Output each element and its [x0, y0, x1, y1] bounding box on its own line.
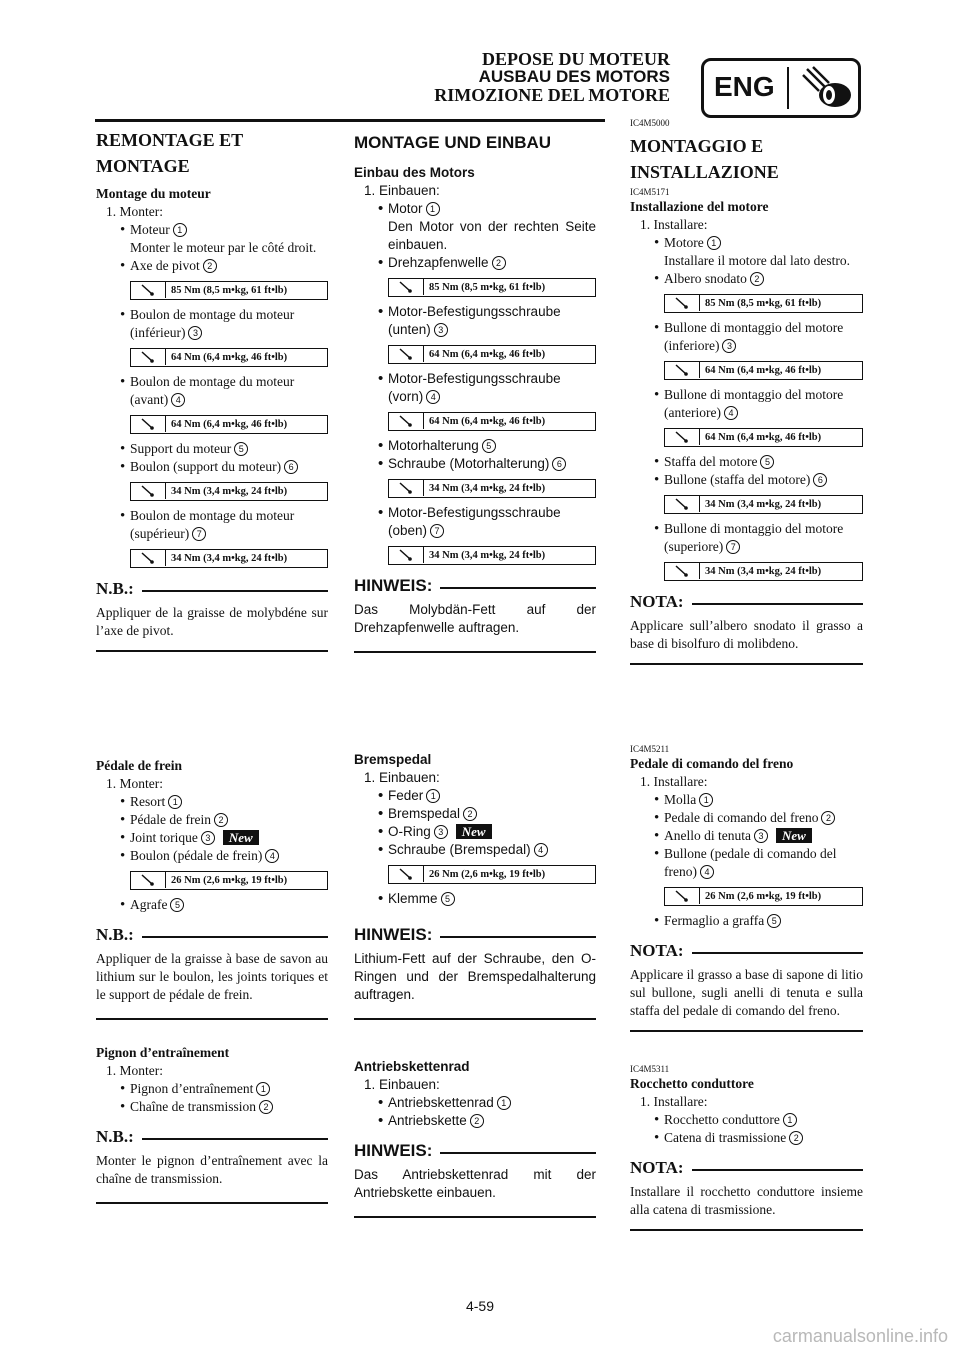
note-end-rule — [354, 1018, 596, 1020]
list-item: • Agrafe 5 — [96, 896, 328, 914]
fr-sprocket-section — [96, 1044, 328, 1204]
list-item: • Support du moteur 5 — [96, 440, 328, 458]
list-item: • Motorhalterung 5 — [354, 437, 596, 455]
torque-wrench-icon — [131, 282, 166, 298]
note-header: HINWEIS: — [354, 1140, 596, 1162]
torque-spec: 64 Nm (6,4 m•kg, 46 ft•lb) — [664, 428, 863, 447]
note-end-rule — [96, 1202, 328, 1204]
list-item: • Bullone (pedale di comando del freno) 4 — [630, 845, 863, 881]
list-item: • Fermaglio a graffa 5 — [630, 912, 863, 930]
list-item: • Chaîne de transmission 2 — [96, 1098, 328, 1116]
de-sprocket-section — [354, 1058, 596, 1218]
list-item: • Antriebskette 2 — [354, 1112, 596, 1130]
note-header: NOTA: — [630, 591, 863, 613]
torque-wrench-icon — [665, 295, 700, 311]
list-item: • Motor-Befestigungsschraube (unten) 3 — [354, 303, 596, 339]
torque-spec: 26 Nm (2,6 m•kg, 19 ft•lb) — [664, 887, 863, 906]
list-item: • Axe de pivot 2 — [96, 257, 328, 275]
fr-brake-title: Pédale de frein — [96, 758, 182, 773]
eng-section-badge — [701, 58, 861, 118]
de-brake-section — [354, 751, 596, 1020]
torque-wrench-icon — [131, 483, 166, 499]
torque-spec: 64 Nm (6,4 m•kg, 46 ft•lb) — [130, 348, 328, 367]
de-engine-step: 1. Einbauen: — [364, 183, 440, 198]
note-header: HINWEIS: — [354, 575, 596, 597]
note-text: Applicare sull’albero snodato il grasso a base di bisolfuro di molibdeno. — [630, 618, 863, 651]
list-item: • Bullone di montaggio del motore (anteriore) 4 — [630, 386, 863, 422]
de-sprocket-step: 1. Einbauen: — [364, 1077, 440, 1092]
list-item: • Resort 1 — [96, 793, 328, 811]
note-end-rule — [630, 1030, 863, 1032]
it-brake-step: 1. Installare: — [640, 774, 708, 789]
note-header: NOTA: — [630, 1157, 863, 1179]
note-end-rule — [354, 651, 596, 653]
it-brake-title: Pedale di comando del freno — [630, 756, 794, 771]
note-header: N.B.: — [96, 1126, 328, 1148]
fr-engine-title: Montage du moteur — [96, 186, 211, 201]
torque-spec: 34 Nm (3,4 m•kg, 24 ft•lb) — [388, 546, 596, 565]
torque-spec: 85 Nm (8,5 m•kg, 61 ft•lb) — [130, 281, 328, 300]
list-item: • Motore 1 — [630, 234, 863, 252]
list-item: • Klemme 5 — [354, 890, 596, 908]
list-item: • Bullone (staffa del motore) 6 — [630, 471, 863, 489]
list-item: • Feder 1 — [354, 787, 596, 805]
it-engine-section — [630, 120, 863, 665]
list-item: • Bullone di montaggio del motore (superiore) 7 — [630, 520, 863, 556]
fr-engine-step: 1. Monter: — [106, 204, 163, 219]
note-end-rule — [630, 1229, 863, 1231]
note-header: N.B.: — [96, 578, 328, 600]
de-engine-instruction: Den Motor von der rechten Seite einbauen. — [388, 219, 596, 252]
torque-spec: 26 Nm (2,6 m•kg, 19 ft•lb) — [388, 865, 596, 884]
fr-brake-step: 1. Monter: — [106, 776, 163, 791]
list-item: • Boulon de montage du moteur (inférieur) 3 — [96, 306, 328, 342]
note-end-rule — [630, 663, 863, 665]
list-item: • Staffa del motore 5 — [630, 453, 863, 471]
fr-brake-section — [96, 757, 328, 1020]
torque-spec: 26 Nm (2,6 m•kg, 19 ft•lb) — [130, 871, 328, 890]
fr-sprocket-step: 1. Monter: — [106, 1063, 163, 1078]
torque-spec: 34 Nm (3,4 m•kg, 24 ft•lb) — [130, 549, 328, 568]
section-code: IC4M5311 — [630, 1064, 670, 1074]
torque-wrench-icon — [131, 872, 166, 888]
fr-engine-instruction: Monter le moteur par le côté droit. — [130, 240, 317, 255]
torque-wrench-icon — [389, 866, 424, 882]
it-sprocket-section — [630, 1066, 863, 1231]
list-item: • Drehzapfenwelle 2 — [354, 254, 596, 272]
list-item: • Boulon (support du moteur) 6 — [96, 458, 328, 476]
list-item: • Boulon de montage du moteur (supérieur) 7 — [96, 507, 328, 543]
torque-spec: 64 Nm (6,4 m•kg, 46 ft•lb) — [130, 415, 328, 434]
note-text: Appliquer de la graisse à base de savon au lithium sur le boulon, les joints toriques et le support de pédale de frein. — [96, 951, 328, 1002]
fr-sprocket-title: Pignon d’entraînement — [96, 1045, 230, 1060]
torque-wrench-icon — [665, 362, 700, 378]
torque-wrench-icon — [131, 349, 166, 365]
it-engine-title: Installazione del motore — [630, 199, 769, 214]
header-title-de: AUSBAU DES MOTORS — [478, 67, 670, 86]
list-item: • Schraube (Bremspedal) 4 — [354, 841, 596, 859]
de-brake-title: Bremspedal — [354, 752, 432, 767]
list-item: • Rocchetto conduttore 1 — [630, 1111, 863, 1129]
torque-spec: 85 Nm (8,5 m•kg, 61 ft•lb) — [388, 278, 596, 297]
fr-heading: REMONTAGE ET MONTAGE — [96, 130, 243, 176]
header-title-fr: DEPOSE DU MOTEUR — [481, 49, 670, 69]
it-engine-step: 1. Installare: — [640, 217, 708, 232]
it-heading: MONTAGGIO E INSTALLAZIONE — [630, 136, 779, 182]
page-header — [434, 50, 670, 104]
note-end-rule — [354, 1216, 596, 1218]
it-sprocket-step: 1. Installare: — [640, 1094, 708, 1109]
header-title-it: RIMOZIONE DEL MOTORE — [434, 85, 670, 105]
torque-wrench-icon — [665, 563, 700, 579]
torque-spec: 64 Nm (6,4 m•kg, 46 ft•lb) — [664, 361, 863, 380]
list-item: • Bullone di montaggio del motore (inferiore) 3 — [630, 319, 863, 355]
note-text: Das Antriebskettenrad mit der Antriebskette einbauen. — [354, 1167, 596, 1200]
note-header: N.B.: — [96, 924, 328, 946]
note-text: Lithium-Fett auf der Schraube, den O-Ringen und der Bremspedalhalterung auftragen. — [354, 951, 596, 1002]
it-brake-section — [630, 746, 863, 1032]
new-part-badge: New — [776, 828, 812, 843]
list-item: • Pédale de frein 2 — [96, 811, 328, 829]
note-text: Installare il rocchetto conduttore insieme alla catena di trasmissione. — [630, 1184, 863, 1217]
list-item: • Motor-Befestigungsschraube (oben) 7 — [354, 504, 596, 540]
note-header: NOTA: — [630, 940, 863, 962]
header-rule — [95, 119, 605, 122]
watermark: carmanualsonline.info — [772, 1326, 948, 1346]
torque-spec: 34 Nm (3,4 m•kg, 24 ft•lb) — [130, 482, 328, 501]
new-part-badge: New — [223, 830, 259, 845]
badge-divider — [787, 67, 789, 109]
engine-icon — [799, 65, 859, 113]
list-item: • Bremspedal 2 — [354, 805, 596, 823]
list-item: • Moteur 1 — [96, 221, 328, 239]
list-item: • Molla 1 — [630, 791, 863, 809]
list-item: • Motor-Befestigungsschraube (vorn) 4 — [354, 370, 596, 406]
torque-spec: 34 Nm (3,4 m•kg, 24 ft•lb) — [664, 495, 863, 514]
list-item: • Catena di trasmissione 2 — [630, 1129, 863, 1147]
list-item: • Boulon de montage du moteur (avant) 4 — [96, 373, 328, 409]
note-text: Appliquer de la graisse de molybdéne sur l’axe de pivot. — [96, 605, 328, 638]
de-brake-step: 1. Einbauen: — [364, 770, 440, 785]
note-text: Applicare il grasso a base di sapone di litio sul bullone, sugli anelli di tenuta e sulla staffa del pedale di comando del freno. — [630, 967, 863, 1018]
new-part-badge: New — [456, 824, 492, 839]
section-code: IC4M5171 — [630, 187, 670, 197]
de-engine-section — [354, 130, 596, 653]
note-text: Monter le pignon d’entraînement avec la chaîne de transmission. — [96, 1153, 328, 1186]
list-item: • Pedale di comando del freno 2 — [630, 809, 863, 827]
note-header: HINWEIS: — [354, 924, 596, 946]
torque-wrench-icon — [131, 550, 166, 566]
torque-wrench-icon — [665, 888, 700, 904]
section-code: IC4M5000 — [630, 118, 670, 128]
list-item: • O-Ring 3 New — [354, 823, 596, 841]
torque-wrench-icon — [665, 429, 700, 445]
list-item: • Schraube (Motorhalterung) 6 — [354, 455, 596, 473]
list-item: • Boulon (pédale de frein) 4 — [96, 847, 328, 865]
torque-wrench-icon — [389, 346, 424, 362]
torque-wrench-icon — [389, 547, 424, 563]
it-sprocket-title: Rocchetto conduttore — [630, 1076, 754, 1091]
torque-spec: 85 Nm (8,5 m•kg, 61 ft•lb) — [664, 294, 863, 313]
eng-label: ENG — [714, 71, 775, 102]
note-end-rule — [96, 1018, 328, 1020]
torque-wrench-icon — [131, 416, 166, 432]
list-item: • Albero snodato 2 — [630, 270, 863, 288]
torque-wrench-icon — [389, 413, 424, 429]
list-item: • Antriebskettenrad 1 — [354, 1094, 596, 1112]
de-heading: MONTAGE UND EINBAU — [354, 133, 552, 152]
torque-spec: 34 Nm (3,4 m•kg, 24 ft•lb) — [664, 562, 863, 581]
list-item: • Pignon d’entraînement 1 — [96, 1080, 328, 1098]
list-item: • Joint torique 3 New — [96, 829, 328, 847]
fr-engine-section — [96, 127, 328, 652]
torque-spec: 64 Nm (6,4 m•kg, 46 ft•lb) — [388, 412, 596, 431]
section-code: IC4M5211 — [630, 744, 670, 754]
torque-wrench-icon — [665, 496, 700, 512]
page-number: 4-59 — [465, 1298, 495, 1314]
note-end-rule — [96, 650, 328, 652]
list-item: • Motor 1 — [354, 200, 596, 218]
torque-wrench-icon — [389, 279, 424, 295]
torque-spec: 34 Nm (3,4 m•kg, 24 ft•lb) — [388, 479, 596, 498]
de-engine-title: Einbau des Motors — [354, 165, 475, 180]
torque-spec: 64 Nm (6,4 m•kg, 46 ft•lb) — [388, 345, 596, 364]
list-item: • Anello di tenuta 3 New — [630, 827, 863, 845]
note-text: Das Molybdän-Fett auf der Drehzapfenwelle auftragen. — [354, 602, 596, 635]
it-engine-instruction: Installare il motore dal lato destro. — [664, 253, 850, 268]
de-sprocket-title: Antriebskettenrad — [354, 1059, 470, 1074]
torque-wrench-icon — [389, 480, 424, 496]
